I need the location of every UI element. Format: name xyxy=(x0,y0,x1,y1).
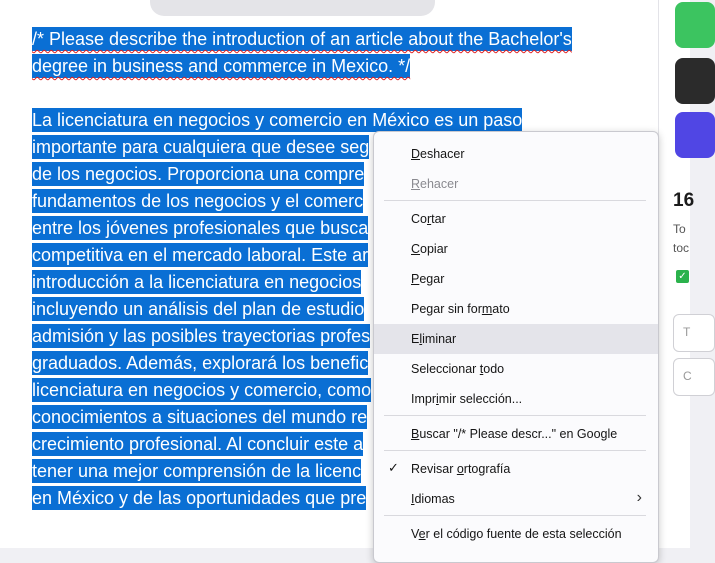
blank-line xyxy=(32,80,632,107)
menu-item-delete[interactable] xyxy=(374,324,658,354)
panel-input-placeholder: T xyxy=(683,325,691,339)
text-line: graduados. Además, explorará los benefic xyxy=(32,353,369,373)
text-line: importante para cualquiera que desee seg xyxy=(32,137,370,157)
green-action-button[interactable] xyxy=(675,2,715,48)
menu-item-label: Seleccionar todo xyxy=(411,362,505,376)
menu-item-label: Copiar xyxy=(411,242,448,256)
menu-separator xyxy=(384,515,646,516)
panel-input[interactable] xyxy=(673,358,715,396)
menu-item-search-google[interactable] xyxy=(374,419,658,449)
dark-action-button[interactable] xyxy=(675,58,715,104)
check-icon: ✓ xyxy=(388,460,399,475)
context-menu xyxy=(373,131,659,563)
panel-text: toc xyxy=(673,241,690,255)
menu-item-label: Imprimir selección... xyxy=(411,392,523,406)
menu-separator xyxy=(384,200,646,201)
menu-item-spellcheck[interactable] xyxy=(374,454,658,484)
text-line: licenciatura en negocios y comercio, como xyxy=(32,380,372,400)
menu-item-label: Eliminar xyxy=(411,332,457,346)
menu-item-label: Pegar xyxy=(411,272,445,286)
menu-item-languages[interactable] xyxy=(374,484,658,514)
menu-item-cut[interactable] xyxy=(374,204,658,234)
menu-item-label: Rehacer xyxy=(411,177,459,191)
panel-text: To xyxy=(673,222,686,236)
text-line: incluyendo un análisis del plan de estudio xyxy=(32,299,365,319)
menu-item-label: Ver el código fuente de esta selección xyxy=(411,527,622,541)
text-line: La licenciatura en negocios y comercio en México es un paso xyxy=(32,110,523,130)
text-line: de los negocios. Proporciona una compre xyxy=(32,164,365,184)
text-line: degree in business and commerce in Mexico. */ xyxy=(32,56,411,76)
menu-item-redo xyxy=(374,169,658,199)
menu-item-print-selection[interactable] xyxy=(374,384,658,414)
panel-input[interactable] xyxy=(673,314,715,352)
menu-item-label: Revisar ortografía xyxy=(411,462,511,476)
menu-item-label: Idiomas xyxy=(411,492,455,506)
text-line: crecimiento profesional. Al concluir este a xyxy=(32,434,364,454)
menu-item-select-all[interactable] xyxy=(374,354,658,384)
text-line: en México y de las oportunidades que pre xyxy=(32,488,367,508)
menu-item-undo[interactable] xyxy=(374,139,658,169)
menu-item-paste[interactable] xyxy=(374,264,658,294)
menu-item-label: Cortar xyxy=(411,212,446,226)
menu-separator xyxy=(384,415,646,416)
purple-action-button[interactable] xyxy=(675,112,715,158)
panel-heading-number: 16 xyxy=(673,190,695,211)
text-line: admisión y las posibles trayectorias profes xyxy=(32,326,371,346)
text-line: introducción a la licenciatura en negocios xyxy=(32,272,362,292)
text-line: tener una mejor comprensión de la licenc xyxy=(32,461,362,481)
text-line: conocimientos a situaciones del mundo re xyxy=(32,407,368,427)
menu-item-label: Buscar "/* Please descr..." en Google xyxy=(411,427,618,441)
text-line: /* Please describe the introduction of an article about the Bachelor's xyxy=(32,29,572,49)
top-tab-handle xyxy=(150,0,435,16)
chevron-right-icon: › xyxy=(636,489,642,506)
menu-item-label: Deshacer xyxy=(411,147,465,161)
text-line: entre los jóvenes profesionales que busca xyxy=(32,218,369,238)
panel-input-placeholder: C xyxy=(683,369,692,383)
text-line: fundamentos de los negocios y el comerc xyxy=(32,191,364,211)
menu-item-view-source[interactable] xyxy=(374,519,658,549)
right-side-panel xyxy=(659,0,695,548)
menu-separator xyxy=(384,450,646,451)
text-line: competitiva en el mercado laboral. Este ar xyxy=(32,245,369,265)
menu-item-copy[interactable] xyxy=(374,234,658,264)
checkbox-checked[interactable]: ✓ xyxy=(676,270,689,283)
menu-item-paste-plain[interactable] xyxy=(374,294,658,324)
menu-item-label: Pegar sin formato xyxy=(411,302,510,316)
